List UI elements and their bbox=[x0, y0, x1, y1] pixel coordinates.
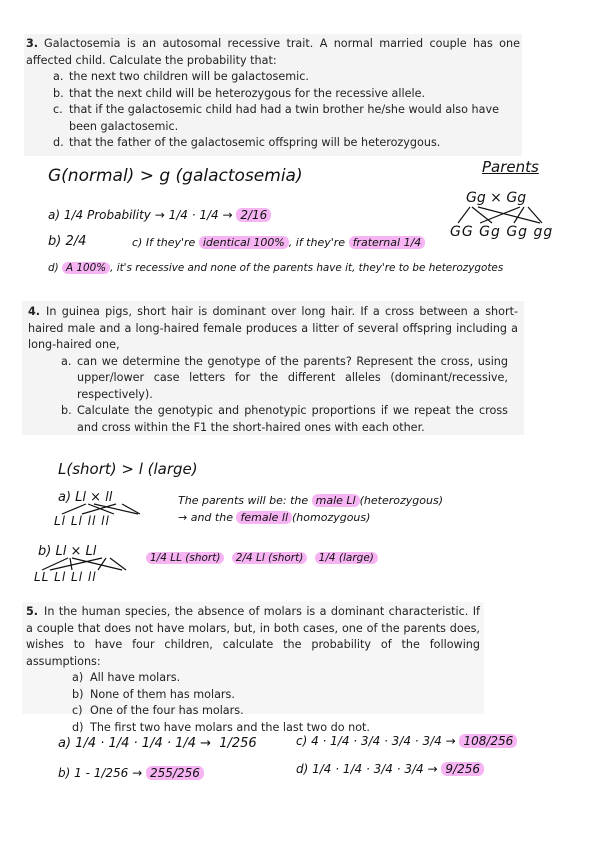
a3-answer-c bbox=[132, 236, 425, 249]
a3-answer-d bbox=[48, 262, 503, 274]
item-text: the next two children will be galactosemic. bbox=[69, 70, 309, 83]
a5-b-result: 255/256 bbox=[146, 766, 204, 780]
question-5-text: In the human species, the absence of molars is a dominant characteristic. If a couple that does not have molars, but, in both cases, one of the parents does, wishes to have four children, calculate the probability of the following assumptions: bbox=[26, 605, 480, 668]
question-4-stem bbox=[28, 304, 518, 354]
a4-b-result-ll-dominant: 1/4 LL (short) bbox=[146, 552, 224, 564]
a4-b-result-heterozygous: 2/4 Ll (short) bbox=[232, 552, 308, 564]
a5-c-result: 108/256 bbox=[459, 734, 517, 748]
a4-parents-female-rest: (homozygous) bbox=[292, 511, 371, 524]
question-4-items bbox=[61, 354, 518, 437]
a3-punnett-lines bbox=[450, 205, 550, 227]
item-marker: a) bbox=[72, 671, 84, 684]
a5-b-expression: b) 1 - 1/256 → bbox=[58, 766, 143, 780]
item-marker: a. bbox=[53, 70, 64, 83]
item-text: can we determine the genotype of the parents? Represent the cross, using upper/lower case letters for the different alleles (dominant/recessive, respectively). bbox=[77, 354, 508, 401]
a4-a-offspring: Ll Ll ll ll bbox=[54, 514, 110, 528]
item-marker: d) bbox=[72, 720, 84, 734]
a4-allele-definition: L(short) > l (large) bbox=[58, 460, 198, 478]
question-3-item bbox=[53, 135, 520, 152]
a4-b-punnett-lines bbox=[36, 557, 136, 571]
a3-parents-cross: Gg × Gg bbox=[466, 190, 527, 206]
item-text: that if the galactosemic child had had a twin brother he/she would also have been galactosemic. bbox=[69, 103, 499, 133]
a3-c-prefix: c) If they're bbox=[132, 236, 196, 249]
a5-answer-c bbox=[296, 734, 517, 748]
a5-d-expression: d) 1/4 · 1/4 · 3/4 · 3/4 → bbox=[296, 762, 438, 776]
a3-a-expression: a) 1/4 Probability → 1/4 · 1/4 → bbox=[48, 208, 233, 222]
a3-d-result: A 100% bbox=[62, 262, 110, 274]
a5-c-expression: c) 4 · 1/4 · 3/4 · 3/4 · 3/4 → bbox=[296, 734, 456, 748]
a5-a-result: 1/256 bbox=[219, 736, 257, 751]
question-4-item bbox=[61, 403, 518, 436]
a3-c-middle: , if they're bbox=[288, 236, 346, 249]
a3-answer-a bbox=[48, 208, 271, 222]
a3-parents-title: Parents bbox=[482, 158, 539, 176]
a3-allele-definition: G(normal) > g (galactosemia) bbox=[48, 166, 303, 186]
question-3-item bbox=[53, 86, 520, 103]
a5-answer-d bbox=[296, 762, 484, 776]
a4-parents-male: male Ll bbox=[312, 494, 360, 507]
item-text: None of them has molars. bbox=[90, 687, 235, 701]
item-marker: c. bbox=[53, 103, 63, 116]
item-marker: b. bbox=[61, 404, 72, 417]
a4-cross-a: a) Ll × ll bbox=[58, 490, 113, 505]
item-text: All have molars. bbox=[90, 671, 181, 684]
question-3-number: 3. bbox=[26, 37, 39, 50]
question-4-number: 4. bbox=[28, 305, 41, 318]
a4-parents-line-2 bbox=[178, 511, 370, 524]
a3-c-fraternal: fraternal 1/4 bbox=[349, 236, 426, 249]
a4-parents-and: → and the bbox=[178, 511, 233, 524]
item-marker: b) bbox=[72, 687, 84, 701]
question-5-number: 5. bbox=[26, 605, 39, 618]
item-marker: a. bbox=[61, 354, 72, 368]
question-3-items bbox=[53, 69, 520, 152]
question-5-items bbox=[72, 670, 480, 736]
question-5 bbox=[22, 602, 484, 734]
question-5-item bbox=[72, 703, 480, 720]
a5-answer-b bbox=[58, 766, 204, 780]
question-5-stem bbox=[26, 604, 480, 670]
a3-offspring: GG Gg Gg gg bbox=[450, 224, 554, 240]
a3-answer-b: b) 2/4 bbox=[48, 234, 87, 249]
a4-b-results bbox=[146, 552, 378, 564]
a5-a-expression: a) 1/4 · 1/4 · 1/4 · 1/4 → bbox=[58, 736, 212, 751]
question-3-stem bbox=[26, 36, 520, 69]
item-text: One of the four has molars. bbox=[90, 704, 244, 717]
question-3 bbox=[24, 34, 522, 156]
a4-parents-prefix: The parents will be: the bbox=[178, 494, 309, 507]
a5-d-result: 9/256 bbox=[441, 762, 484, 776]
question-3-text: Galactosemia is an autosomal recessive trait. A normal married couple has one affected child. Calculate the probability that: bbox=[26, 37, 520, 67]
question-3-item bbox=[53, 102, 520, 135]
item-text: that the next child will be heterozygous for the recessive allele. bbox=[69, 86, 426, 100]
question-3-item bbox=[53, 69, 520, 86]
item-marker: d. bbox=[53, 136, 64, 149]
a4-b-result-recessive: 1/4 (large) bbox=[315, 552, 378, 564]
question-5-item bbox=[72, 687, 480, 704]
question-4 bbox=[22, 301, 524, 435]
item-text: that the father of the galactosemic offspring will be heterozygous. bbox=[69, 136, 441, 149]
a3-a-result: 2/16 bbox=[236, 208, 271, 222]
a3-d-explanation: , it's recessive and none of the parents have it, they're to be heterozygotes bbox=[110, 262, 504, 274]
a4-cross-b: b) Ll × Ll bbox=[38, 544, 97, 559]
item-marker: c) bbox=[72, 704, 83, 717]
item-text: The first two have molars and the last two do not. bbox=[90, 720, 370, 734]
item-text: Calculate the genotypic and phenotypic proportions if we repeat the cross and cross within the F1 the short-haired ones with each other. bbox=[77, 404, 508, 434]
item-marker: b. bbox=[53, 86, 64, 100]
a3-c-identical: identical 100% bbox=[199, 236, 289, 249]
a4-parents-female: female ll bbox=[236, 511, 292, 524]
a4-b-offspring: LL Ll Ll ll bbox=[34, 570, 97, 584]
question-4-item bbox=[61, 354, 518, 404]
question-4-text: In guinea pigs, short hair is dominant over long hair. If a cross between a short-haired male and a long-haired female produces a litter of several offspring including a long-haired one, bbox=[28, 305, 518, 351]
a4-parents-male-rest: (heterozygous) bbox=[359, 494, 443, 507]
question-5-item bbox=[72, 670, 480, 687]
a5-answer-a bbox=[58, 736, 261, 751]
a3-d-prefix: d) bbox=[48, 262, 59, 274]
a4-parents-line-1 bbox=[178, 494, 443, 507]
